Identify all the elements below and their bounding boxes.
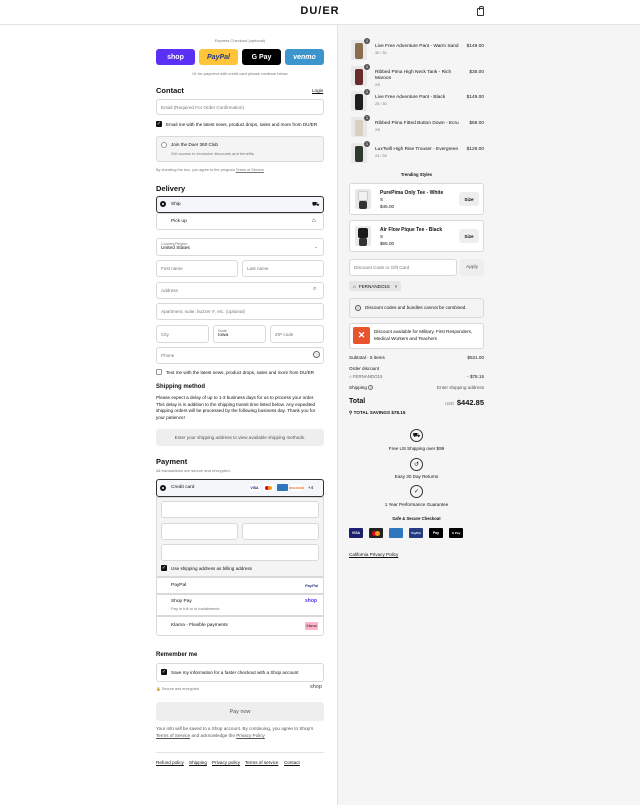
shipping-method-heading: Shipping method — [156, 384, 205, 390]
california-privacy-link[interactable]: California Privacy Policy — [349, 552, 399, 557]
chevron-down-icon: ⌄ — [314, 244, 319, 250]
pickup-label: Pick up — [171, 219, 187, 224]
apartment-field[interactable]: Apartment, suite, buzzer #, etc. (optional) — [156, 303, 324, 320]
google-pay-icon: G Pay — [449, 528, 463, 538]
trending-size-button-1[interactable]: Size — [459, 192, 479, 206]
shipping-value: Enter shipping address — [437, 385, 484, 390]
trending-size-1: S — [380, 197, 384, 202]
visa-icon: VISA — [250, 485, 259, 490]
perk-shipping: Free US Shipping over $99 — [388, 446, 445, 451]
tag-icon: ⌂ — [353, 283, 356, 289]
address-field[interactable]: Address — [156, 282, 324, 299]
cart-item-price: $149.00 — [466, 44, 484, 49]
mastercard-icon — [263, 484, 274, 491]
zip-field[interactable]: ZIP code — [270, 325, 324, 343]
credit-card-radio[interactable] — [160, 485, 166, 491]
shop-terms-link[interactable]: Terms of Service — [156, 732, 191, 738]
trending-size-2: S — [380, 234, 384, 239]
apply-button[interactable]: Apply — [460, 259, 484, 276]
safe-checkout-title: Safe & Secure Checkout — [392, 516, 441, 521]
trending-image-1 — [355, 189, 371, 209]
country-label: Country/Region — [161, 242, 188, 246]
quantity-badge: 1 — [365, 141, 369, 146]
paypal-logo: PayPal — [305, 583, 319, 588]
email-news-label: Email me with the latest news, product drops, sales and more from DU/ER — [166, 122, 318, 127]
cart-item-variant: 30 / 30 — [375, 50, 387, 55]
state-select[interactable] — [213, 325, 266, 343]
trending-price-2: $65.00 — [380, 241, 395, 246]
shipping-link[interactable]: Shipping — [189, 760, 207, 765]
amex-icon — [277, 484, 288, 491]
quantity-badge: 1 — [365, 64, 369, 69]
shop-account-note: Your info will be saved to a Shop account. By continuing, you agree to Shop's Terms of Service and acknowledge the Privacy Policy — [156, 726, 314, 738]
total-label: Total — [349, 398, 366, 405]
club-subtitle: Get access to exclusive discounts and benefits — [171, 151, 254, 156]
search-icon: ⌕ — [313, 286, 317, 292]
discount-code-field[interactable]: Discount Code or Gift Card — [349, 259, 457, 276]
terms-link[interactable]: Terms of Service — [235, 168, 265, 172]
email-field[interactable]: Email (Required For Order Confirmation) — [156, 99, 324, 115]
cart-item-name: Live Free Adventure Pant - Warm Sand — [375, 44, 459, 49]
club-checkbox[interactable] — [161, 142, 167, 148]
trending-image-2 — [355, 226, 371, 246]
express-checkout-title: Express Checkout (optional) — [214, 38, 266, 43]
terms-of-service-link[interactable]: Terms of service — [245, 760, 279, 765]
discount-tag — [349, 281, 401, 291]
shipping-help-icon[interactable]: ? — [369, 386, 372, 390]
paypal-express-button[interactable]: PayPal — [199, 49, 238, 65]
amex-pay-icon — [389, 528, 403, 538]
product-figure — [355, 94, 363, 110]
google-pay-express-button[interactable]: G Pay — [242, 49, 281, 65]
cart-item-price: $35.00 — [469, 70, 484, 75]
shop-pay-label: Shop Pay — [171, 599, 192, 604]
remember-label: Save my information for a faster checkout with a Shop account — [171, 670, 299, 675]
card-name-field[interactable] — [161, 544, 319, 561]
privacy-policy-link[interactable]: Privacy policy — [212, 760, 241, 765]
notice-text: Discount codes and bundles cannot be combined. — [365, 305, 467, 310]
last-name-field[interactable]: Last name — [242, 260, 324, 277]
trending-price-1: $45.00 — [380, 204, 395, 209]
billing-label: Use shipping address as billing address — [171, 566, 252, 571]
cart-item-price: $59.00 — [469, 121, 484, 126]
shop-pay-logo: shop — [305, 598, 317, 604]
cart-item-name: Ribbed Pima Fitted Button Down - Ecru — [375, 121, 459, 126]
mastercard-pay-icon — [369, 528, 383, 538]
card-cvv-field[interactable] — [242, 523, 319, 540]
remove-discount-icon[interactable]: × — [394, 283, 398, 289]
shipping-note: Please expect a delay of up to 1-3 business days for us to process your order. This delay is in addition to the shipping transit time listed below. Any expedited shipping orders will be processed by the following business day. Thank you for your patience! — [156, 395, 316, 420]
cart-item-name: LuxTwill High Rise Trouser - Evergreen — [375, 147, 459, 152]
help-icon[interactable]: ? — [313, 351, 320, 358]
id-me-icon: ✕ — [353, 327, 370, 344]
first-name-field[interactable]: First name — [156, 260, 238, 277]
discover-icon: DISCOVER — [289, 485, 304, 490]
pay-now-button[interactable]: Pay now — [156, 702, 324, 721]
discount-tag-code: FERNANDO15 — [358, 283, 390, 289]
club-title: Join the Duer 360 Club — [171, 142, 218, 147]
city-field[interactable]: City — [156, 325, 209, 343]
total-amount — [445, 398, 484, 407]
total-value: $442.85 — [456, 398, 484, 407]
shipping-label: Shipping ? — [349, 385, 372, 390]
refund-policy-link[interactable]: Refund policy — [156, 760, 184, 765]
shipping-truck-icon: ⛟ — [410, 429, 423, 442]
truck-icon: ⛟ — [312, 202, 320, 208]
state-label: State — [218, 329, 227, 333]
cart-item-price: $129.00 — [466, 147, 484, 152]
text-news-checkbox[interactable] — [156, 369, 162, 375]
returns-icon: ↺ — [410, 458, 423, 471]
klarna-label: Klarna - Flexible payments — [171, 623, 228, 628]
order-discount-label: Order discount — [349, 366, 380, 371]
secure-note: 🔒 Secure and encrypted — [156, 687, 199, 691]
product-figure — [355, 43, 363, 59]
guarantee-check-icon: ✓ — [410, 485, 423, 498]
footer-divider — [156, 752, 324, 753]
shopping-bag-icon[interactable] — [477, 8, 484, 16]
club-terms: By checking the box, you agree to the program Terms of Service — [156, 168, 265, 172]
discount-code-line: ⌂ FERNANDO15 — [349, 374, 383, 379]
visa-pay-icon: VISA — [349, 528, 363, 538]
discount-value: - $78.15 — [467, 374, 484, 379]
remember-heading: Remember me — [156, 652, 198, 658]
currency-code: USD — [445, 401, 454, 406]
shop-logo: shop — [310, 684, 322, 690]
contact-link[interactable]: Contact — [284, 760, 300, 765]
cart-item-variant: 25 / 30 — [375, 101, 387, 106]
cart-item-price: $149.00 — [466, 95, 484, 100]
trending-title: Trending Styles — [400, 172, 433, 177]
card-number-field[interactable] — [161, 501, 319, 518]
trending-size-button-2[interactable]: Size — [459, 229, 479, 243]
trending-name-2: Air Flow Pique Tee - Black — [380, 227, 443, 233]
credit-card-label: Credit card — [171, 485, 195, 490]
phone-field[interactable]: Phone — [156, 347, 324, 364]
quantity-badge: 1 — [365, 89, 369, 94]
subtotal-value: $521.00 — [467, 355, 484, 360]
or-divider-text: Or for payment with credit card please continue below — [192, 71, 288, 76]
text-news-label: Text me with the latest news, product drops, sales and more from DU/ER — [166, 370, 315, 375]
country-select[interactable] — [156, 238, 324, 256]
delivery-heading: Delivery — [156, 184, 186, 193]
payment-subtitle: All transactions are secure and encrypted. — [156, 468, 231, 473]
store-icon: ⌂ — [312, 218, 316, 224]
more-cards-count: +4 — [308, 485, 314, 490]
billing-checkbox[interactable]: ✓ — [161, 565, 167, 571]
trending-name-1: PurePima Only Tee - White — [380, 190, 444, 196]
brand-logo[interactable]: DU/ER — [300, 5, 340, 17]
info-icon: i — [355, 305, 361, 311]
country-value: United States — [161, 246, 190, 251]
subtotal-label: Subtotal · 5 items — [349, 355, 385, 360]
product-figure — [355, 146, 363, 162]
promo-text: Discount available for Military, First Responders, Medical Workers and Teachers — [374, 329, 473, 341]
product-figure — [355, 120, 363, 136]
shipping-methods-placeholder: Enter your shipping address to view available shipping methods. — [156, 429, 324, 446]
cart-item-variant: XS — [375, 82, 381, 87]
contact-heading: Contact — [156, 86, 184, 95]
shop-privacy-link[interactable]: Privacy Policy — [236, 732, 265, 738]
paypal-pay-icon: PayPal — [409, 528, 423, 538]
klarna-logo: Klarna — [306, 624, 317, 628]
perk-returns: Easy 30 Day Returns — [394, 474, 439, 479]
ship-label: Ship — [171, 202, 181, 207]
shop-pay-express-button[interactable]: shop — [156, 49, 195, 65]
total-savings: ⚲ TOTAL SAVINGS $78.15 — [349, 410, 406, 415]
header — [0, 0, 640, 25]
product-figure — [355, 69, 363, 85]
payment-heading: Payment — [156, 457, 188, 466]
venmo-express-button[interactable]: venmo — [285, 49, 324, 65]
paypal-label: PayPal — [171, 583, 187, 588]
email-news-checkbox[interactable]: ✓ — [156, 121, 162, 127]
quantity-badge: 1 — [365, 38, 369, 43]
apple-pay-icon: Pay — [429, 528, 443, 538]
ship-radio[interactable] — [160, 201, 166, 207]
remember-checkbox[interactable]: ✓ — [161, 669, 167, 675]
cart-item-variant: 24 / 28 — [375, 153, 387, 158]
shop-pay-option[interactable] — [156, 594, 324, 616]
cart-item-name: Live Free Adventure Pant - Black — [375, 95, 446, 100]
state-value: Iowa — [218, 333, 229, 338]
cart-item-variant: XS — [375, 127, 381, 132]
login-link[interactable]: Login — [312, 88, 324, 93]
cart-item-name: Ribbed Pima High Neck Tank - Rich Maroon — [375, 70, 452, 82]
quantity-badge: 1 — [365, 115, 369, 120]
perk-guarantee: 1 Year Performance Guarantee — [384, 502, 449, 507]
shop-pay-sub: Pay in full or in installments — [171, 606, 220, 611]
ship-option[interactable] — [156, 196, 324, 213]
club-box[interactable] — [156, 136, 324, 162]
card-expiry-field[interactable] — [161, 523, 238, 540]
